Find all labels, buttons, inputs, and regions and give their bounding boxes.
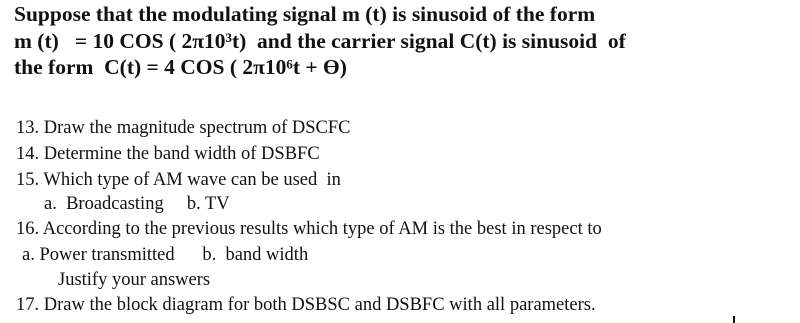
problem-line-2: m (t) = 10 COS ( 2π10³t) and the carrier signal C(t) is sinusoid of: [14, 29, 626, 53]
question-14: 14. Determine the band width of DSBFC: [16, 144, 320, 164]
question-16-justify: Justify your answers: [58, 270, 211, 290]
problem-line-3: the form C(t) = 4 COS ( 2π10⁶t + ϴ): [14, 55, 347, 79]
stray-mark: [733, 316, 735, 323]
question-16-options: a. Power transmitted b. band width: [22, 245, 309, 265]
question-13: 13. Draw the magnitude spectrum of DSCFC: [16, 118, 351, 138]
problem-line-1: Suppose that the modulating signal m (t) is sinusoid of the form: [14, 2, 596, 26]
question-15-options: a. Broadcasting b. TV: [44, 194, 230, 214]
question-15: 15. Which type of AM wave can be used in: [16, 170, 341, 190]
question-17: 17. Draw the block diagram for both DSBSC and DSBFC with all parameters.: [16, 295, 596, 315]
question-16: 16. According to the previous results which type of AM is the best in respect to: [16, 219, 602, 239]
